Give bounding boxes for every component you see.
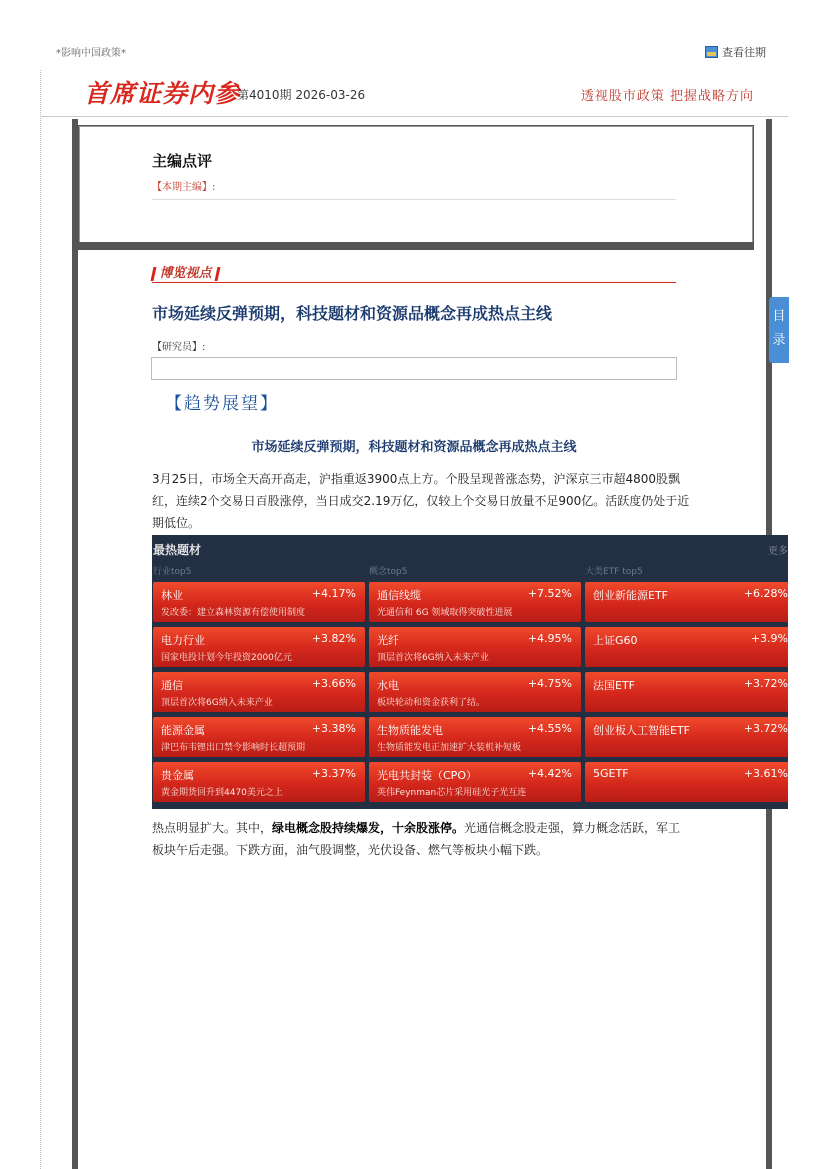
topic-change: +4.17% — [311, 587, 356, 600]
topic-name: 林业 — [161, 589, 183, 602]
topic-desc: 国家电投计划今年投资2000亿元 — [161, 653, 292, 663]
section-flag-label: 博览视点 — [159, 266, 212, 281]
trend-heading: 【趋势展望】 — [165, 394, 279, 414]
topic-desc: 顶层首次将6G纳入未来产业 — [161, 698, 273, 708]
header-rule — [40, 116, 788, 117]
panel-title: 最热题材 — [153, 543, 202, 557]
topic-desc: 黄金期货回升到4470美元之上 — [161, 788, 283, 798]
researcher-label: 【研究员】: — [152, 342, 206, 353]
topic-tile[interactable] — [585, 717, 788, 757]
topic-name: 光纤 — [377, 634, 399, 647]
editor-title: 主编点评 — [152, 152, 213, 170]
topic-change: +4.55% — [527, 722, 572, 735]
paragraph-2 — [152, 817, 692, 861]
topic-change: +3.37% — [311, 767, 356, 780]
topic-name: 创业板人工智能ETF — [593, 724, 690, 737]
topic-name: 水电 — [377, 679, 399, 692]
topic-tile[interactable] — [153, 762, 365, 802]
paragraph-2-lead: 热点明显扩大。其中， — [152, 821, 273, 835]
topic-name: 能源金属 — [161, 724, 205, 737]
topic-change: +3.72% — [743, 722, 788, 735]
flag-bar-left — [151, 267, 157, 281]
column-label: 大类ETF top5 — [585, 567, 643, 577]
topic-change: +3.72% — [743, 677, 788, 690]
topic-name: 电力行业 — [161, 634, 205, 647]
topic-name: 5GETF — [593, 767, 629, 780]
topic-tile[interactable] — [369, 582, 581, 622]
topic-change: +4.75% — [527, 677, 572, 690]
topic-tile[interactable] — [585, 672, 788, 712]
topic-desc: 发改委：建立森林资源有偿使用制度 — [161, 608, 306, 618]
article-title: 市场延续反弹预期，科技题材和资源品概念再成热点主线 — [152, 304, 553, 323]
topic-tile[interactable] — [585, 762, 788, 802]
topic-change: +3.82% — [311, 632, 356, 645]
hot-topics-panel — [152, 535, 788, 809]
more-link[interactable]: 更多 — [768, 546, 788, 557]
margin-guide — [40, 70, 41, 1169]
topic-name: 上证G60 — [593, 634, 638, 647]
topic-desc: 津巴布韦锂出口禁令影响时长超预期 — [161, 743, 306, 753]
calendar-icon — [705, 46, 718, 58]
topic-tile[interactable] — [153, 582, 365, 622]
topic-tile[interactable] — [585, 582, 788, 622]
section-rule — [152, 282, 676, 283]
topic-change: +4.42% — [527, 767, 572, 780]
topic-name: 生物质能发电 — [377, 724, 443, 737]
topic-tile[interactable] — [153, 672, 365, 712]
topic-name: 法国ETF — [593, 679, 635, 692]
topic-tile[interactable] — [153, 717, 365, 757]
topic-desc: 光通信和 6G 领域取得突破性进展 — [377, 608, 513, 618]
topic-change: +4.95% — [527, 632, 572, 645]
topic-name: 光电共封装（CPO） — [377, 769, 477, 782]
brand-logo: 首席证券内参 — [84, 79, 241, 108]
column-label: 行业top5 — [153, 567, 192, 577]
paragraph-1: 3月25日，市场全天高开高走，沪指重返3900点上方。个股呈现普涨态势，沪深京三市超4800股飘红，连续2个交易日百股涨停，当日成交2.19万亿，仅较上个交易日放量不足900亿。活跃度仍处于近期低位。 — [152, 472, 690, 530]
topic-tile[interactable] — [585, 627, 788, 667]
topic-desc: 英伟Feynman芯片采用硅光子光互连 — [377, 788, 527, 798]
topic-desc: 顶层首次将6G纳入未来产业 — [377, 653, 489, 663]
topic-desc: 板块轮动和资金获利了结。 — [377, 698, 486, 708]
topic-name: 通信 — [161, 679, 183, 692]
history-link[interactable] — [705, 44, 766, 60]
topic-change: +6.28% — [743, 587, 788, 600]
topic-change: +7.52% — [527, 587, 572, 600]
topic-name: 创业新能源ETF — [593, 589, 668, 602]
top-tagline: *影响中国政策* — [56, 48, 126, 59]
topic-name: 贵金属 — [161, 769, 194, 782]
section-divider — [78, 242, 754, 250]
slogan: 透视股市政策 把握战略方向 — [580, 89, 754, 104]
topic-tile[interactable] — [153, 627, 365, 667]
column-label: 概念top5 — [369, 567, 408, 577]
editor-rule — [152, 199, 676, 200]
history-link-label: 查看往期 — [722, 46, 766, 59]
topic-name: 通信线缆 — [377, 589, 421, 602]
topic-change: +3.38% — [311, 722, 356, 735]
issue-info: 第4010期 2026-03-26 — [237, 88, 366, 102]
topic-change: +3.66% — [311, 677, 356, 690]
paragraph-2-rest: 光通信概念股走强，算力概念活跃，军工板块午后走强。下跌方面，油气股调整，光伏设备、燃气等板块小幅下跌。 — [152, 821, 681, 857]
topic-desc: 生物质能发电正加速扩大装机补短板 — [377, 743, 522, 753]
topic-tile[interactable] — [369, 717, 581, 757]
topic-tile[interactable] — [369, 762, 581, 802]
toc-button[interactable]: 目录 — [769, 297, 789, 363]
topic-change: +3.61% — [743, 767, 788, 780]
paragraph-2-highlight: 绿电概念股持续爆发，十余股涨停。 — [272, 821, 465, 835]
topic-tile[interactable] — [369, 672, 581, 712]
topic-tile[interactable] — [369, 627, 581, 667]
topic-change: +3.9% — [750, 632, 788, 645]
article-subtitle: 市场延续反弹预期，科技题材和资源品概念再成热点主线 — [251, 440, 577, 455]
section-flag — [152, 262, 219, 281]
researcher-field — [151, 357, 677, 380]
editor-label: 【本期主编】: — [152, 182, 216, 193]
